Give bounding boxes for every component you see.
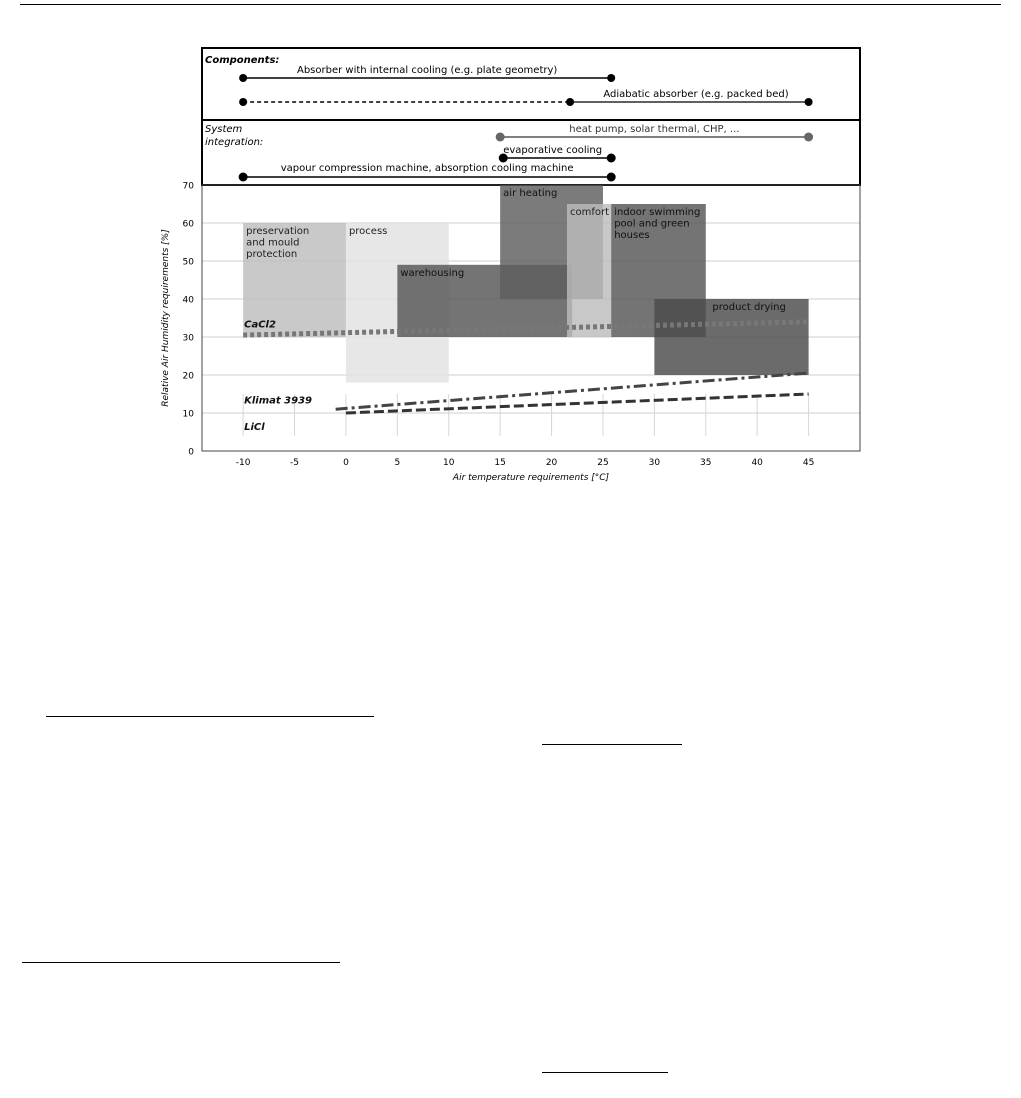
x-tick--10: -10 [235,458,251,468]
x-tick-0: 0 [343,458,349,468]
series-label-cacl2: CaCl2 [244,319,276,331]
region-comfort [567,204,611,337]
region-label-air-heating: air heating [503,188,558,199]
x-tick-25: 25 [597,458,609,468]
region-label-indoor-swimming-pool-and-green-houses: indoor swimming pool and green houses [614,207,701,241]
x-tick-5: 5 [394,458,401,468]
region-boundary-lines [243,394,808,436]
components-panel [202,48,860,120]
y-tick-40: 40 [182,295,194,306]
region-label-comfort: comfort [569,207,610,218]
y-axis-label: Relative Air Humidity requirements [%] [161,229,171,407]
system-bar-heat-pump-label: heat pump, solar thermal, CHP, ... [569,124,740,135]
series-label-licl: LiCl [244,422,265,434]
series-label-klimat-3939: Klimat 3939 [244,395,312,407]
x-tick-40: 40 [751,458,763,468]
y-tick-60: 60 [182,219,194,230]
x-tick-35: 35 [700,458,712,468]
x-tick-10: 10 [443,458,455,468]
y-tick-20: 20 [182,371,194,382]
region-label-warehousing: warehousing [400,267,465,279]
regions [243,185,808,383]
system-label-line-2: integration: [205,137,264,148]
y-tick-labels [183,182,195,458]
y-tick-50: 50 [182,257,194,268]
component-bar-1-label: Absorber with internal cooling (e.g. plate geometry) [296,65,558,76]
system-bar-evaporative-cooling-label: evaporative cooling [503,145,603,156]
x-tick--5: -5 [290,458,300,468]
x-tick-labels [236,458,815,468]
y-tick-30: 30 [182,333,194,344]
components-label: Components: [205,55,280,66]
system-bar-vapour-compression-label: vapour compression machine, absorption cooling machine [280,163,574,174]
x-tick-15: 15 [494,458,506,468]
y-tick-0: 0 [188,447,194,458]
component-bar-2-label: Adiabatic absorber (e.g. packed bed) [603,89,789,100]
y-tick-10: 10 [182,409,194,420]
region-label-preservation-and-mould-protection: preservation and mould protection [246,226,310,260]
x-tick-20: 20 [545,458,558,468]
x-tick-30: 30 [648,458,661,468]
y-tick-70: 70 [182,181,194,192]
region-label-product-drying: product drying [712,302,786,313]
x-tick-45: 45 [802,458,815,468]
system-label-line-1: System [205,124,243,135]
region-label-process: process [348,226,388,237]
x-axis-label: Air temperature requirements [°C] [452,473,610,483]
